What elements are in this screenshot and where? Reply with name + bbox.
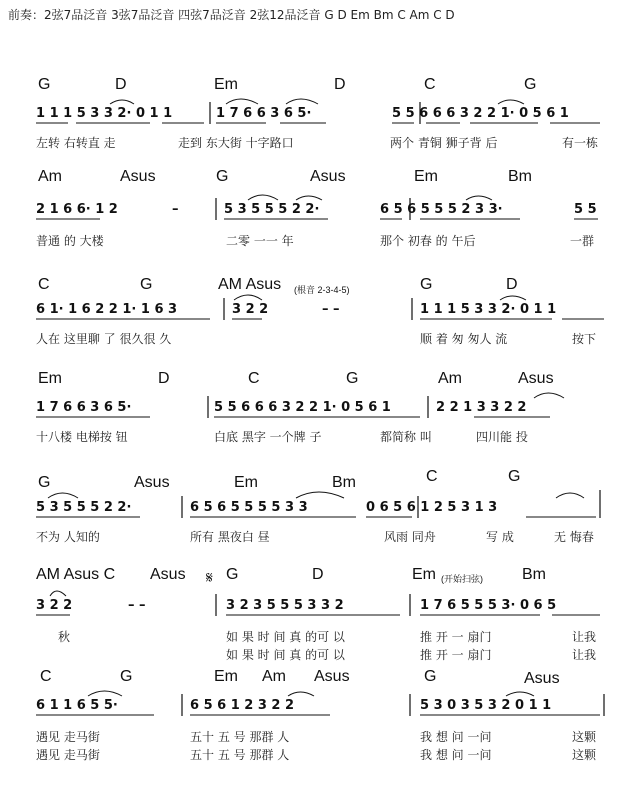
notes-r2-4: 6 5 6 5 5 5 2 3 3· xyxy=(380,202,503,217)
tie xyxy=(506,692,534,696)
lyric-r1-1: 左转 右转直 走 xyxy=(36,136,116,150)
notes-r4-3: 2 2 1 3 3 2 2 xyxy=(436,400,527,415)
chord-r7-7: Asus xyxy=(524,670,560,687)
notes-r6-2: – – xyxy=(128,598,146,613)
lyric-r6b-1: 如 果 时 间 真 的可 以 xyxy=(226,648,345,662)
tie xyxy=(556,493,584,498)
lyric-r3-3: 按下 xyxy=(572,332,597,346)
chord-r3-2: G xyxy=(140,276,153,293)
lyric-r7a-2: 五十 五 号 那群 人 xyxy=(190,730,290,744)
tie xyxy=(534,393,564,398)
ties xyxy=(48,99,584,696)
lyric-r6a-2: 如 果 时 间 真 的可 以 xyxy=(226,630,345,644)
tie xyxy=(88,691,122,696)
tie xyxy=(466,196,492,200)
lyric-r5-3: 风雨 同舟 xyxy=(384,530,436,544)
chord-r2-5: Em xyxy=(414,168,438,185)
notes-r1-1: 1 1 1 5 3 3 2· 0 1 1 xyxy=(36,106,173,121)
barlines xyxy=(182,102,604,716)
chord-r3-note: (根音 2-3-4-5) xyxy=(294,285,350,295)
chord-r4-3: C xyxy=(248,370,260,387)
chord-r6-4: D xyxy=(312,566,324,583)
lyric-r2-1: 普通 的 大楼 xyxy=(36,234,104,248)
notes-r7-1: 6 1 1 6 5 5· xyxy=(36,698,118,713)
chord-r4-2: D xyxy=(158,370,170,387)
tie xyxy=(286,99,318,104)
chord-r5-5: C xyxy=(426,468,438,485)
chord-r6-note: (开始扫弦) xyxy=(441,574,483,584)
chord-r4-4: G xyxy=(346,370,359,387)
notes-r2-2: – xyxy=(172,202,179,217)
chord-r2-3: G xyxy=(216,168,229,185)
lyric-r4-2: 白底 黑字 一个牌 子 xyxy=(214,430,322,444)
notes-r5-1: 5 3 5 5 5 2 2· xyxy=(36,500,132,515)
lyric-r6b-3: 让我 xyxy=(572,648,597,662)
chord-r5-6: G xyxy=(508,468,521,485)
lyric-r7a-3: 我 想 问 一问 xyxy=(420,730,492,744)
chord-r7-4: Am xyxy=(262,668,286,685)
chord-r7-6: G xyxy=(424,668,437,685)
chord-r4-5: Am xyxy=(438,370,462,387)
chord-r1-5: C xyxy=(424,76,436,93)
chord-r7-3: Em xyxy=(214,668,238,685)
notes-r2-3: 5 3 5 5 5 2 2· xyxy=(224,202,320,217)
chord-r5-4: Bm xyxy=(332,474,356,491)
notes-r6-3: 3 2 3 5 5 5 3 3 2 xyxy=(226,598,344,613)
lyric-r4-3: 都简称 叫 xyxy=(380,430,432,444)
notes-r4-2: 5 5 6 6 6 3 2 2 1· 0 5 6 1 xyxy=(214,400,391,415)
notes-r7-2: 6 5 6 1 2 3 2 2 xyxy=(190,698,295,713)
lyric-r5-1: 不为 人知的 xyxy=(36,530,100,544)
chord-r1-2: D xyxy=(115,76,127,93)
chord-r3-5: D xyxy=(506,276,518,293)
lyric-r4-4: 四川能 投 xyxy=(476,430,528,444)
lyric-r4-1: 十八楼 电梯按 钮 xyxy=(36,430,128,444)
intro-line: 前奏：2弦7品泛音 3弦7品泛音 四弦7品泛音 2弦12品泛音 G D Em Bm C Am C D xyxy=(8,8,455,22)
tie xyxy=(296,492,344,498)
notes-r2-1: 2 1 6 6· 1 2 xyxy=(36,202,118,217)
lyric-r2-4: 一群 xyxy=(570,234,595,248)
lyric-r7b-2: 五十 五 号 那群 人 xyxy=(190,748,290,762)
lyric-r7b-1: 遇见 走马街 xyxy=(36,748,100,762)
chord-r1-6: G xyxy=(524,76,537,93)
lyric-r7b-4: 这颗 xyxy=(572,748,597,762)
chord-r3-3: AM Asus xyxy=(218,276,282,293)
chord-r2-6: Bm xyxy=(508,168,532,185)
tie xyxy=(234,295,262,300)
notes-r3-3: – – xyxy=(322,302,340,317)
chord-r5-3: Em xyxy=(234,474,258,491)
chord-r6-5: Em xyxy=(412,566,436,583)
chord-r5-2: Asus xyxy=(134,474,170,491)
chord-r7-2: G xyxy=(120,668,133,685)
lyric-r3-2: 顺 着 匆 匆人 流 xyxy=(420,332,508,346)
fermata-arc xyxy=(50,591,66,596)
lyric-r6a-3: 推 开 一 扇门 xyxy=(420,630,492,644)
lyric-r7a-1: 遇见 走马街 xyxy=(36,730,100,744)
lyric-r6a-4: 让我 xyxy=(572,630,597,644)
chord-r2-1: Am xyxy=(38,168,62,185)
chord-r1-3: Em xyxy=(214,76,238,93)
chord-r6-2: Asus xyxy=(150,566,186,583)
tie xyxy=(498,100,524,104)
notes-r3-2: 3 2 2 xyxy=(232,302,269,317)
lyric-r2-2: 二零 一一 年 xyxy=(226,234,294,248)
notes-r6-1: 3 2 2 xyxy=(36,598,73,613)
chord-r7-1: C xyxy=(40,668,52,685)
lyric-r1-3: 两个 青铜 狮子背 后 xyxy=(390,136,498,150)
chord-r4-6: Asus xyxy=(518,370,554,387)
lyric-r1-2: 走到 东大街 十字路口 xyxy=(178,136,294,150)
lyric-r6a-1: 秋 xyxy=(58,630,71,644)
lyric-r3-1: 人在 这里聊 了 很久很 久 xyxy=(36,332,172,346)
notes-r6-4: 1 7 6 5 5 5 3· 0 6 5 xyxy=(420,598,557,613)
chord-r4-1: Em xyxy=(38,370,62,387)
notes-r3-1: 6 1· 1 6 2 2 1· 1 6 3 xyxy=(36,302,178,317)
notes-r7-3: 5 3 0 3 5 3 2 0 1 1 xyxy=(420,698,552,713)
lyric-r1-4: 有一栋 xyxy=(562,136,599,150)
tie xyxy=(288,692,314,696)
chord-r5-1: G xyxy=(38,474,51,491)
tie xyxy=(226,99,258,104)
tie xyxy=(296,196,322,200)
segno-sign: 𝄋 xyxy=(206,568,213,587)
chord-r3-1: C xyxy=(38,276,50,293)
tie xyxy=(248,195,278,200)
tie xyxy=(48,493,78,498)
notes-r4-1: 1 7 6 6 3 6 5· xyxy=(36,400,132,415)
tie xyxy=(110,100,134,104)
chord-r2-2: Asus xyxy=(120,168,156,185)
chord-r3-4: G xyxy=(420,276,433,293)
lyric-r6b-2: 推 开 一 扇门 xyxy=(420,648,492,662)
chord-r6-1: AM Asus C xyxy=(36,566,116,583)
notes-r1-3: 5 5 6 6 6 3 2 2 1· 0 5 6 1 xyxy=(392,106,569,121)
lyric-r5-2: 所有 黑夜白 昼 xyxy=(190,530,270,544)
notes-r5-2: 6 5 6 5 5 5 5 3 3 xyxy=(190,500,308,515)
chord-r1-4: D xyxy=(334,76,346,93)
notes-r5-3: 0 6 5 6 1 2 5 3 1 3 xyxy=(366,500,498,515)
chord-r6-3: G xyxy=(226,566,239,583)
beams xyxy=(36,123,604,715)
lyric-r7a-4: 这颗 xyxy=(572,730,597,744)
chord-r2-4: Asus xyxy=(310,168,346,185)
notes-r2-5: 5 5 xyxy=(574,202,597,217)
chord-r7-5: Asus xyxy=(314,668,350,685)
tie xyxy=(500,296,526,300)
notes-r3-4: 1 1 1 5 3 3 2· 0 1 1 xyxy=(420,302,557,317)
chord-r6-6: Bm xyxy=(522,566,546,583)
lyric-r7b-3: 我 想 问 一问 xyxy=(420,748,492,762)
lyric-r5-5: 无 悔春 xyxy=(554,530,594,544)
notes-r1-2: 1 7 6 6 3 6 5· xyxy=(216,106,312,121)
chord-r1-1: G xyxy=(38,76,51,93)
lyric-r2-3: 那个 初春 的 午后 xyxy=(380,234,476,248)
lyric-r5-4: 写 成 xyxy=(486,530,514,544)
